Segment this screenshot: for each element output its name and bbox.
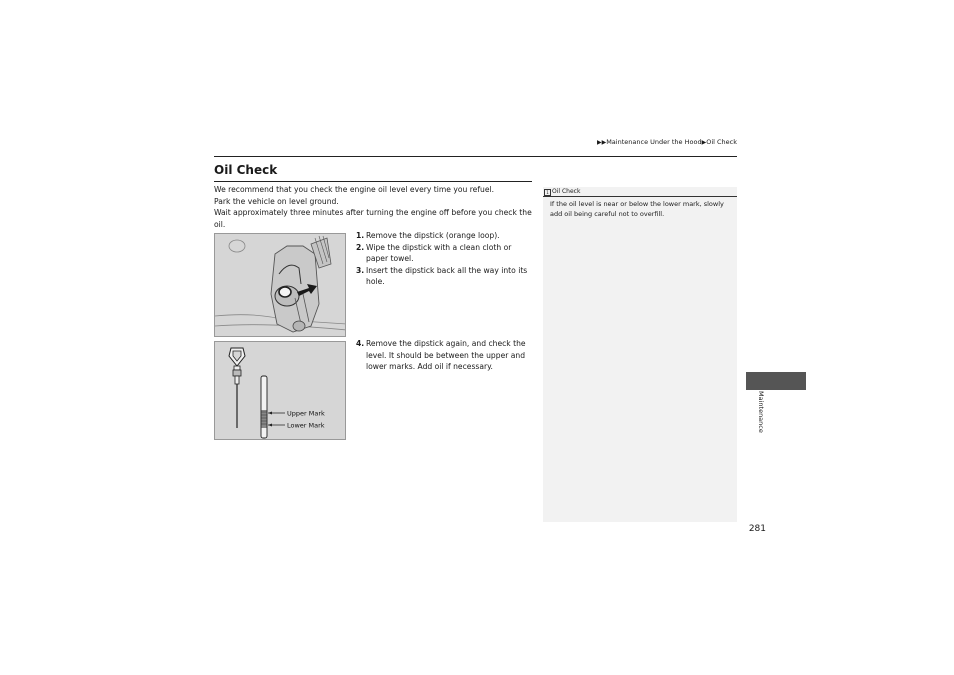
steps-group-2 <box>356 338 528 373</box>
intro-paragraph-1: We recommend that you check the engine oil level every time you refuel. <box>214 185 495 194</box>
title-rule <box>214 181 532 182</box>
breadcrumb <box>560 138 737 146</box>
sidebar-note <box>543 187 737 522</box>
sidebar-text: If the oil level is near or below the lower mark, slowly add oil being careful not to overfill. <box>550 200 724 218</box>
steps-group-1 <box>356 230 528 288</box>
intro-paragraph-2: Park the vehicle on level ground. <box>214 197 339 206</box>
note-reference-icon: 1 <box>544 189 551 196</box>
dipstick-marks-illustration <box>214 341 346 440</box>
upper-mark-label: Upper Mark <box>287 409 325 418</box>
engine-bay-icon <box>215 234 346 337</box>
double-triangle-icon: ▶▶ <box>596 139 607 146</box>
sidebar-heading: 1 Oil Check <box>543 187 737 197</box>
step-2: 2. Wipe the dipstick with a clean cloth or paper towel. <box>356 242 512 263</box>
dipstick-location-illustration <box>214 233 346 337</box>
page-title: Oil Check <box>214 163 278 177</box>
step-4: 4. Remove the dipstick again, and check the level. It should be between the upper and lower marks. Add oil if necessary. <box>356 339 526 371</box>
dipstick-icon <box>215 342 346 440</box>
section-tab[interactable] <box>746 372 806 390</box>
breadcrumb-parent[interactable]: Maintenance Under the Hood <box>606 138 702 146</box>
breadcrumb-current[interactable]: Oil Check <box>706 138 737 146</box>
header-rule <box>214 156 737 157</box>
page-number: 281 <box>748 524 766 534</box>
step-1: 1. Remove the dipstick (orange loop). <box>356 231 500 240</box>
step-3: 3. Insert the dipstick back all the way into its hole. <box>356 265 528 286</box>
triangle-icon: ▶ <box>701 139 707 146</box>
lower-mark-label: Lower Mark <box>287 421 325 430</box>
section-tab-label: Maintenance <box>757 391 765 433</box>
intro-paragraph-3: Wait approximately three minutes after turning the engine off before you check the oil. <box>214 208 532 229</box>
